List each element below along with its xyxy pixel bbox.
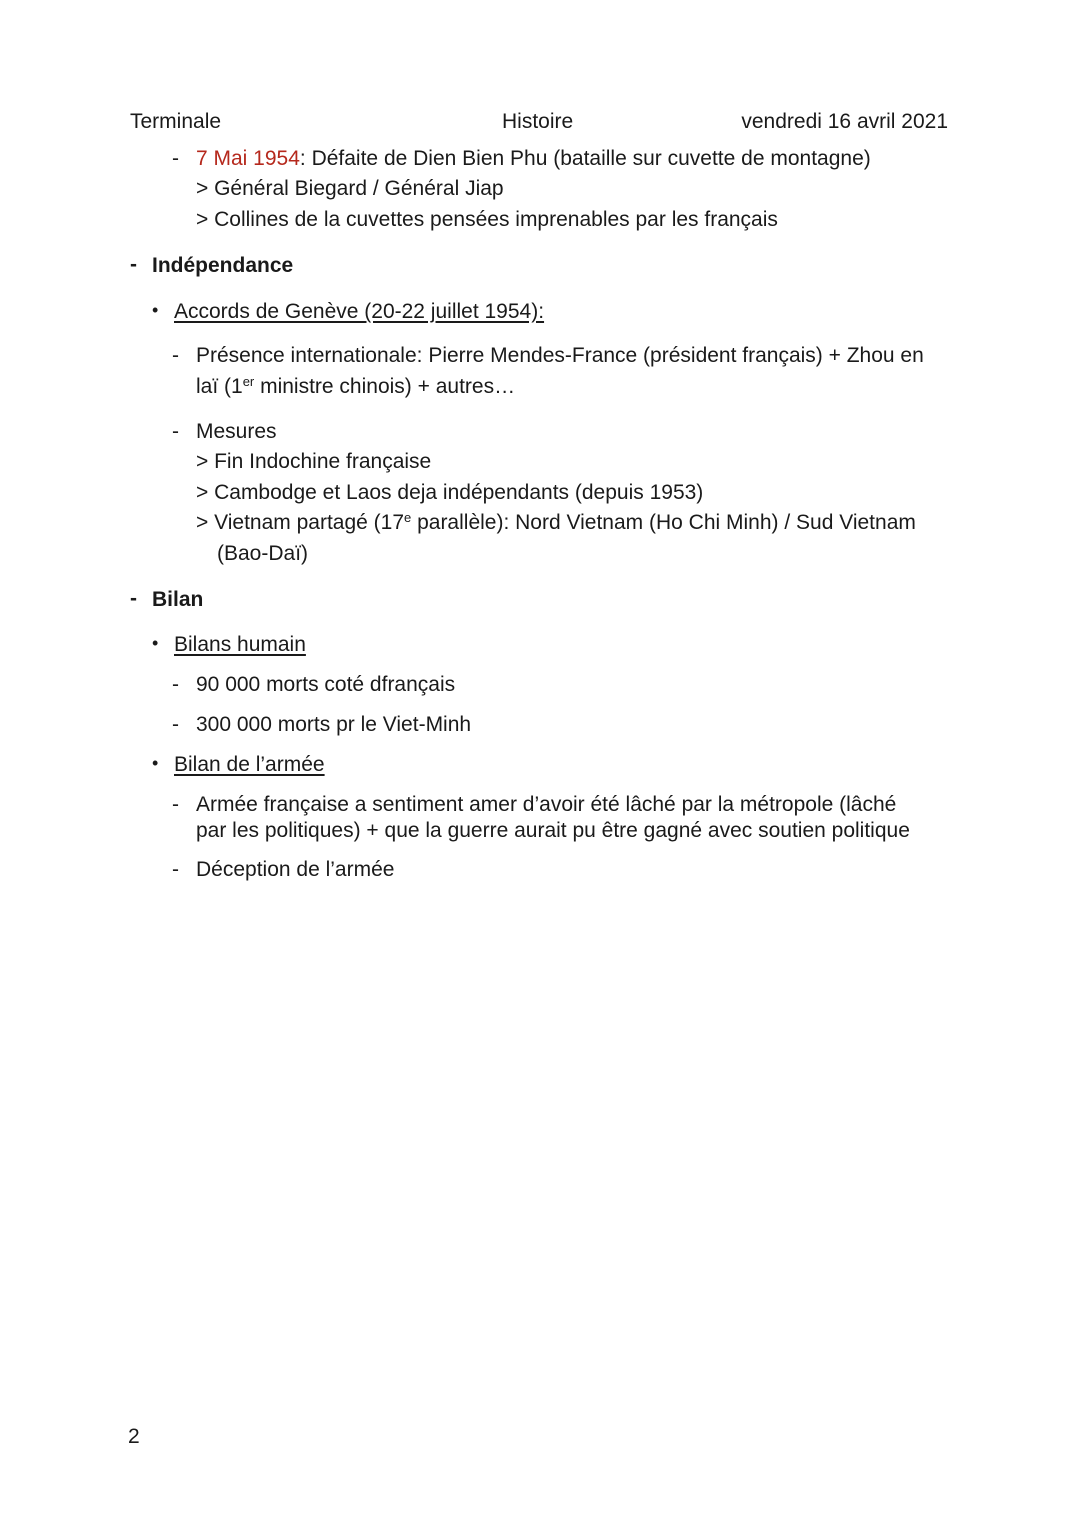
bullet-accords: • bbox=[152, 300, 159, 320]
intro-date: 7 Mai 1954 bbox=[196, 147, 300, 170]
humain-item1-dash: - bbox=[172, 673, 179, 696]
intro-dash: - bbox=[172, 147, 179, 170]
presence-line2-start: laï (1 bbox=[196, 375, 243, 398]
bilan-armee-title: Bilan de l’armée bbox=[174, 753, 325, 776]
section-heading-independance: Indépendance bbox=[152, 254, 294, 277]
presence-line2-end: ministre chinois) + autres… bbox=[254, 375, 516, 398]
page-number: 2 bbox=[128, 1425, 140, 1448]
armee-item2-dash: - bbox=[172, 858, 179, 881]
mesure-fin-indochine: > Fin Indochine française bbox=[196, 450, 432, 473]
mesures-dash: - bbox=[172, 420, 179, 443]
presence-line2 bbox=[196, 374, 515, 399]
intro-text: : Défaite de Dien Bien Phu (bataille sur cuvette de montagne) bbox=[299, 147, 871, 170]
mesure-vietnam bbox=[196, 510, 916, 535]
humain-item2-dash: - bbox=[172, 713, 179, 736]
armee-item1-line1: Armée française a sentiment amer d’avoir été lâché par la métropole (lâché bbox=[196, 793, 897, 816]
intro-sub-generals: > Général Biegard / Général Jiap bbox=[196, 177, 504, 200]
accords-title: Accords de Genève (20-22 juillet 1954): bbox=[174, 300, 545, 323]
mesure-cambodge-laos: > Cambodge et Laos deja indépendants (depuis 1953) bbox=[196, 481, 704, 504]
intro-sub-collines: > Collines de la cuvettes pensées imprenables par les français bbox=[196, 208, 778, 231]
presence-line1: Présence internationale: Pierre Mendes-France (président français) + Zhou en bbox=[196, 344, 924, 367]
mesures-label: Mesures bbox=[196, 420, 277, 443]
bullet-bilan-armee: • bbox=[152, 753, 159, 773]
section-heading-bilan: Bilan bbox=[152, 588, 204, 611]
header-subject: Histoire bbox=[502, 110, 574, 133]
mesure-vietnam-sup: e bbox=[404, 510, 412, 525]
header-class: Terminale bbox=[130, 110, 222, 133]
bullet-bilans-humain: • bbox=[152, 633, 159, 653]
mesure-vietnam-line2: (Bao-Daï) bbox=[217, 542, 309, 565]
humain-item1: 90 000 morts coté dfrançais bbox=[196, 673, 456, 696]
armee-item1-line2: par les politiques) + que la guerre aurait pu être gagné avec soutien politique bbox=[196, 819, 910, 842]
humain-item2: 300 000 morts pr le Viet-Minh bbox=[196, 713, 472, 736]
section-dash-bilan: - bbox=[130, 587, 137, 610]
mesure-vietnam-start: > Vietnam partagé (17 bbox=[196, 511, 405, 534]
armee-item2: Déception de l’armée bbox=[196, 858, 395, 881]
mesure-vietnam-end: parallèle): Nord Vietnam (Ho Chi Minh) / Sud Vietnam bbox=[411, 511, 916, 534]
presence-dash: - bbox=[172, 344, 179, 367]
intro-line bbox=[196, 146, 871, 171]
section-dash-independance: - bbox=[130, 253, 137, 276]
bilans-humain-title: Bilans humain bbox=[174, 633, 306, 656]
header-date: vendredi 16 avril 2021 bbox=[741, 110, 948, 133]
armee-item1-dash: - bbox=[172, 793, 179, 816]
presence-line2-sup: er bbox=[242, 374, 255, 389]
